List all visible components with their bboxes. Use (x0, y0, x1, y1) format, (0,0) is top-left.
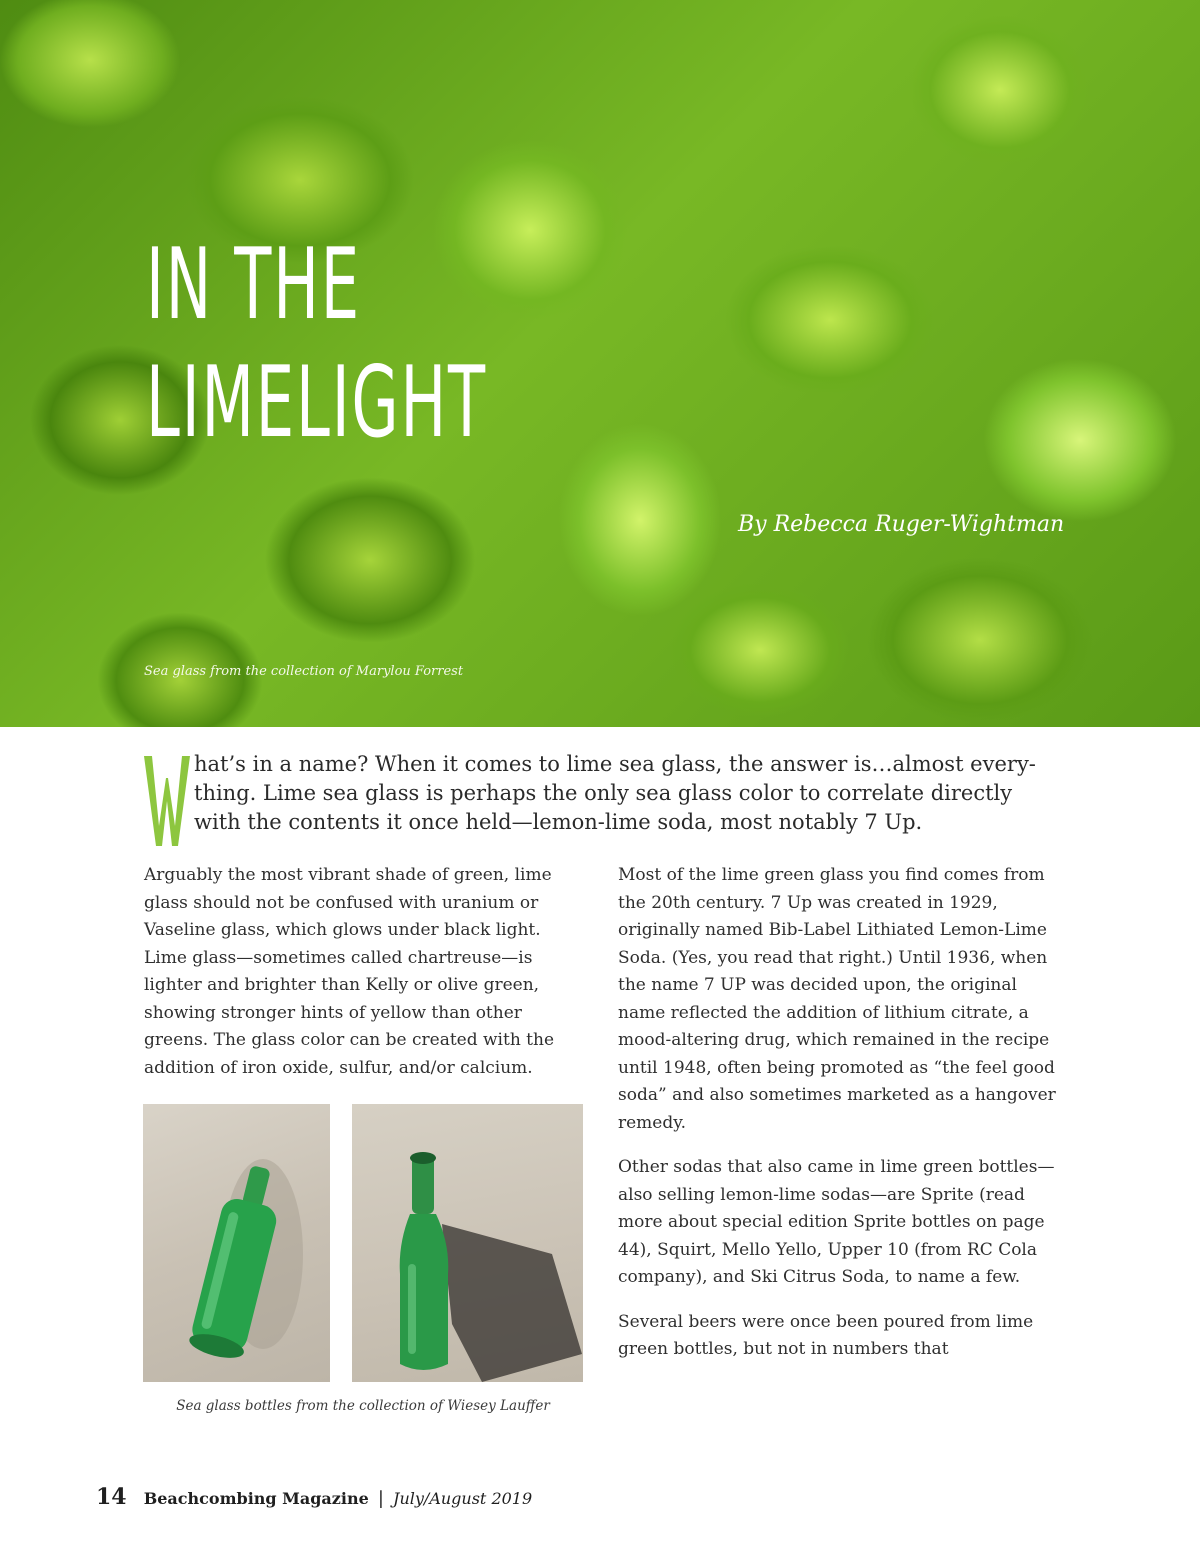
body-column-right (618, 862, 1058, 1381)
lead-paragraph (144, 750, 1064, 850)
body-paragraph-left: Arguably the most vibrant shade of green, lime glass should not be confused with uranium or Vaseline glass, which glows under black light. Lime glass—sometimes called chartreuse—is lighter and brighter than Kelly or olive green, showing stronger hints of yellow than other greens. The glass color can be created with the addition of iron oxide, sulfur, and/or calcium. (144, 865, 555, 1078)
body-paragraph-right-1: Most of the lime green glass you find comes from the 20th century. 7 Up was created in 1929, originally named Bib-Label Lithiated Lemon-Lime Soda. (Yes, you read that right.) Until 1936, when the name 7 UP was decided upon, the original name reflected the addition of lithium citrate, a mood-altering drug, which remained in the recipe until 1948, often being promoted as “the feel good soda” and also sometimes marketed as a hangover remedy. (618, 865, 1056, 1133)
standing-bottle-illustration (352, 1104, 583, 1382)
hero-caption: Sea glass from the collection of Marylou Forrest (144, 664, 464, 679)
page-footer (96, 1484, 532, 1510)
byline: By Rebecca Ruger-Wightman (738, 512, 1065, 537)
lead-text: hat’s in a name? When it comes to lime sea glass, the answer is…almost every-thing. Lime sea glass is perhaps the only sea glass color to correlate directly with the contents it once held—lemon-lime soda, most notably 7 Up. (194, 752, 1036, 834)
lying-bottle-illustration (143, 1104, 330, 1382)
hero-image (0, 0, 1200, 727)
footer-separator: | (377, 1488, 384, 1509)
page-number: 14 (96, 1484, 127, 1510)
article-title-line-2: LIMELIGHT (146, 346, 487, 460)
article-title-line-1: IN THE (146, 228, 362, 342)
drop-cap (144, 756, 190, 846)
issue-date: July/August 2019 (393, 1489, 533, 1508)
bottle-photo-right (352, 1104, 583, 1382)
photo-caption: Sea glass bottles from the collection of Wiesey Lauffer (176, 1398, 550, 1414)
body-paragraph-right-2: Other sodas that also came in lime green bottles—also selling lemon-lime sodas—are Sprite (read more about special edition Sprite bottles on page 44), Squirt, Mello Yello, Upper 10 (from RC Cola company), and Ski Citrus Soda, to name a few. (618, 1157, 1055, 1287)
drop-cap-w-glyph (144, 756, 190, 846)
body-paragraph-right-3: Several beers were once been poured from lime green bottles, but not in numbers that (618, 1311, 1034, 1359)
bottle-photo-left (143, 1104, 330, 1382)
article-title (146, 226, 487, 462)
magazine-name: Beachcombing Magazine (143, 1489, 369, 1508)
